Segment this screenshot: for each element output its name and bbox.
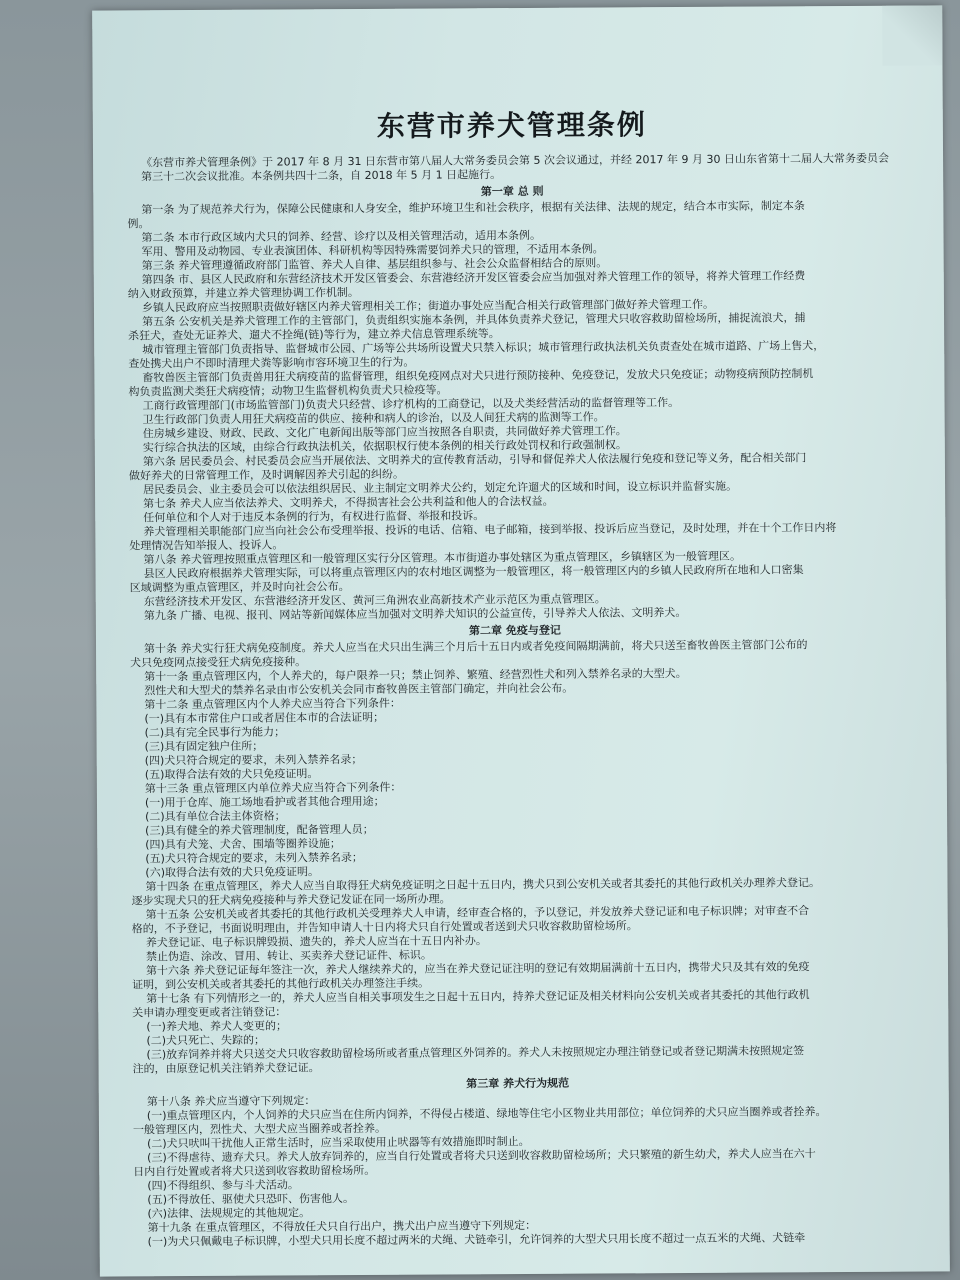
text-line: (一)养犬地、养犬人变更的； (146, 1019, 287, 1034)
chapter-1-heading: 第一章 总 则 (480, 184, 544, 199)
text-line: 第十五条 公安机关或者其委托的其他行政机关受理养犬人申请，经审查合格的，予以登记，并发放养犬登记证和电子标识牌；对审查不合 (145, 904, 810, 922)
text-line: 证明，到公安机关或者其委托的其他行政机关办理签注手续。 (132, 976, 430, 992)
text-line: 城市管理主管部门负责指导、监督城市公园、广场等公共场所设置犬只禁入标识；城市管理行政执法机关负责查处在城市道路、广场上售犬， (142, 339, 825, 357)
text-line: 畜牧兽医主管部门负责兽用狂犬病疫苗的监督管理，组织免疫网点对犬只进行预防接种、免疫登记，发放犬只免疫证；动物疫病预防控制机 (142, 367, 814, 385)
text-line: (一)为犬只佩戴电子标识牌，小型犬只用长度不超过两米的犬绳、犬链牵引，允许饲养的大型犬只用长度不超过一点五米的犬绳、犬链牵 (147, 1231, 806, 1249)
text-line: 东营经济技术开发区、东营港经济开发区、黄河三角洲农业高新技术产业示范区为重点管理区。 (143, 592, 606, 609)
text-line: 禁止伪造、涂改、冒用、转让、买卖养犬登记证件、标识。 (145, 948, 432, 964)
text-line: 第十六条 养犬登记证每年签注一次，养犬人继续养犬的，应当在养犬登记证注明的登记有效期届满前十五日内，携带犬只及其有效的免疫 (145, 960, 810, 978)
text-line: (一)重点管理区内，个人饲养的犬只应当在住所内饲养，不得侵占楼道、绿地等住宅小区物业共用部位；单位饲养的犬只应当圈养或者拴养。 (146, 1105, 827, 1123)
text-line: (五)取得合法有效的犬只免疫证明。 (144, 767, 319, 782)
text-line: 格的，不予登记，书面说明理由，并告知申请人十日内将犬只自行处置或者送到犬只收容救助留检场所。 (131, 919, 638, 936)
text-line: (三)具有固定独户住所； (144, 739, 264, 754)
text-line: 第十条 养犬实行狂犬病免疫制度。养犬人应当在犬只出生满三个月后十五日内或者免疫间隔期满前，将犬只送至畜牧兽医主管部门公布的 (144, 638, 808, 656)
text-line: 构负责监测犬类狂犬病疫情；动物卫生监督机构负责犬只检疫等。 (128, 383, 448, 399)
text-line: (六)法律、法规规定的其他规定。 (147, 1206, 311, 1221)
text-line: 第八条 养犬管理按照重点管理区和一般管理区实行分区管理。本市街道办事处辖区为重点管理区，乡镇辖区为一般管理区。 (143, 549, 742, 567)
document-body (127, 102, 904, 1250)
chapter-3-text (133, 1091, 904, 1250)
document-title: 东营市养犬管理条例 (376, 108, 647, 143)
text-line: 第一条 为了规范养犬行为，保障公民健康和人身安全，维护环境卫生和社会秩序，根据有关法律、法规的规定，结合本市实际，制定本条 (141, 199, 805, 217)
text-line: 日内自行处置或者将犬只送到收容救助留检场所。 (133, 1163, 376, 1179)
paper-fold-corner (882, 5, 950, 65)
text-line: 注的，由原登记机关注销养犬登记证。 (132, 1061, 320, 1076)
text-line: 住房城乡建设、财政、民政、文化广电新闻出版等部门应当按照各自职责，共同做好养犬管理工作。 (142, 424, 627, 441)
text-line: 犬只免疫网点接受狂犬病免疫接种。 (130, 655, 307, 670)
text-line: 卫生行政部门负责人用狂犬病疫苗的供应、接种和病人的诊治，以及人间狂犬病的监测等工作。 (142, 410, 605, 427)
text-line: 工商行政管理部门(市场监管部门)负责犬只经营、诊疗机构的工商登记，以及犬类经营活动的监督管理等工作。 (142, 396, 680, 413)
text-line: 第十二条 重点管理区内个人养犬应当符合下列条件： (144, 696, 401, 712)
text-line: (五)不得放任、驱使犬只恐吓、伤害他人。 (147, 1192, 355, 1207)
text-line: 第六条 居民委员会、村民委员会应当开展依法、文明养犬的宣传教育活动，引导和督促养犬人依法履行免疫和登记等义务，配合相关部门 (142, 451, 807, 469)
paper-sheet (92, 5, 950, 1276)
text-line: 养犬管理相关职能部门应当向社会公布受理举报、投诉的电话、信箱、电子邮箱，接到举报、投诉后应当登记，及时处理，并在十个工作日内将 (143, 521, 837, 539)
text-line: 烈性犬和大型犬的禁养名录由市公安机关会同市畜牧兽医主管部门确定，并向社会公布。 (144, 681, 574, 698)
text-line: (四)犬只符合规定的要求，未列入禁养名录； (144, 752, 363, 768)
text-line: 军用、警用及动物园、专业表演团体、科研机构等因特殊需要饲养犬只的管理，不适用本条例。 (141, 242, 604, 259)
text-line: 第十四条 在重点管理区，养犬人应当自取得狂犬病免疫证明之日起十五日内，携犬只到公安机关或者其委托的其他行政机关办理养犬登记。 (145, 876, 821, 894)
text-line: 查处携犬出户不即时清理犬粪等影响市容环境卫生的行为。 (128, 355, 415, 371)
text-line: 一般管理区内，烈性犬、大型犬应当圈养或者拴养。 (132, 1121, 387, 1137)
text-line: 乡镇人民政府应当按照职责做好辖区内养犬管理相关工作；街道办事处应当配合相关行政管理部门做好养犬管理工作。 (141, 297, 714, 315)
text-line: (二)犬只吠叫干扰他人正常生活时，应当采取使用止吠器等有效措施即时制止。 (147, 1134, 530, 1151)
text-line: 第十九条 在重点管理区，不得放任犬只自行出户，携犬出户应当遵守下列规定： (147, 1218, 537, 1235)
text-line: (一)具有本市常住户口或者居住本市的合法证明； (144, 710, 385, 726)
text-line: 居民委员会、业主委员会可以依法组织居民、业主制定文明养犬公约，划定允许遛犬的区域和时间，设立标识并监督实施。 (143, 479, 738, 497)
text-line: 例。 (127, 217, 150, 231)
text-line: (三)不得虐待、遗弃犬只。养犬人放弃饲养的，应当自行处置或者将犬只送到收容救助留检场所；犬只繁殖的新生幼犬，养犬人应当在六十 (147, 1147, 816, 1165)
text-line: 第十三条 重点管理区内单位养犬应当符合下列条件： (144, 780, 402, 796)
text-line: 逐步实现犬只的狂犬病免疫接种与养犬登记发证在同一场所办理。 (131, 892, 451, 908)
text-line: 纳入财政预算，并建立养犬管理协调工作机制。 (127, 285, 359, 301)
text-line: 实行综合执法的区域，由综合行政执法机关，依据职权行使本条例的相关行政处罚权和行政强制权。 (142, 438, 627, 455)
text-line: 第十一条 重点管理区内，个人养犬的，每户限养一只；禁止饲养、繁殖、经营烈性犬和列入禁养名录的大型犬。 (144, 666, 687, 684)
chapter-1-text (127, 199, 900, 624)
chapter-3-heading: 第三章 养犬行为规范 (466, 1076, 570, 1091)
text-line: (一)用于仓库、施工场地看护或者其他合理用途； (144, 794, 385, 810)
text-line: 区域调整为重点管理区，并及时向社会公布。 (129, 580, 350, 595)
text-line: (五)犬只符合规定的要求，未列入禁养名录； (145, 850, 363, 866)
text-line: (二)具有完全民事行为能力； (144, 725, 286, 740)
text-line: 第四条 市、县区人民政府和东营经济技术开发区管委会、东营港经济开发区管委会应当加强对养犬管理工作的领导，将养犬管理工作经费 (141, 269, 806, 287)
text-line: 第九条 广播、电视、报刊、网站等新闻媒体应当加强对文明养犬知识的公益宣传，引导养犬人依法、文明养犬。 (143, 605, 687, 623)
chapter-2-heading: 第二章 免疫与登记 (468, 623, 561, 638)
text-line: 任何单位和个人对于违反本条例的行为，有权进行监督、举报和投诉。 (143, 509, 485, 525)
text-line: 第十七条 有下列情形之一的，养犬人应当自相关事项发生之日起十五日内，持养犬登记证及相关材料向公安机关或者其委托的其他行政机 (146, 988, 810, 1006)
text-line: 第五条 公安机关是养犬管理工作的主管部门，负责组织实施本条例，并具体负责养犬登记，管理犬只收容救助留检场所，捕捉流浪犬，捕 (142, 311, 806, 329)
text-line: 第三条 养犬管理遵循政府部门监管、养犬人自律、基层组织参与、社会公众监督相结合的原则。 (141, 256, 608, 273)
text-line: (四)具有犬笼、犬舍、围墙等圈养设施； (145, 837, 341, 852)
text-line: (三)放弃饲养并将犬只送交犬只收容救助留检场所或者重点管理区外饲养的。养犬人未按照规定办理注销登记或者登记期满未按照规定签 (146, 1044, 805, 1062)
text-line: 第二条 本市行政区域内犬只的饲养、经营、诊疗以及相关管理活动，适用本条例。 (141, 228, 542, 245)
text-line: 处理情况告知举报人、投诉人。 (129, 538, 284, 553)
chapter-2-text (130, 638, 903, 1077)
text-line: 做好养犬的日常管理工作，及时调解因养犬引起的纠纷。 (128, 467, 405, 483)
text-line: (三)具有健全的养犬管理制度，配备管理人员； (145, 822, 374, 838)
document-intro: 《东营市养犬管理条例》于 2017 年 8 月 31 日东营市第八届人大常务委员会第 5 次会议通过，并经 2017 年 9 月 30 日山东省第十二届人大常务委员会第三十二次会议批准。本条例共四十二条，自 2018 年 5 月 1 日起施行。 (141, 151, 890, 184)
text-line: 关申请办理变更或者注销登记： (132, 1005, 287, 1020)
text-line: (六)取得合法有效的犬只免疫证明。 (145, 865, 320, 880)
text-line: 县区人民政府根据养犬管理实际，可以将重点管理区内的农村地区调整为一般管理区，将一般管理区内的乡镇人民政府所在地和人口密集 (143, 563, 804, 581)
text-line: (四)不得组织、参与斗犬活动。 (147, 1178, 299, 1193)
text-line: 第十八条 养犬应当遵守下列规定： (146, 1094, 316, 1109)
text-line: 第七条 养犬人应当依法养犬、文明养犬，不得损害社会公共利益和他人的合法权益。 (143, 494, 554, 511)
text-line: (二)犬只死亡、失踪的； (146, 1033, 266, 1048)
text-line: 杀狂犬，查处无证养犬、遛犬不拴绳(链)等行为，建立养犬信息管理系统等。 (128, 327, 500, 343)
text-line: (二)具有单位合法主体资格； (145, 809, 286, 824)
text-line: 养犬登记证、电子标识牌毁损、遗失的，养犬人应当在十五日内补办。 (145, 934, 487, 950)
